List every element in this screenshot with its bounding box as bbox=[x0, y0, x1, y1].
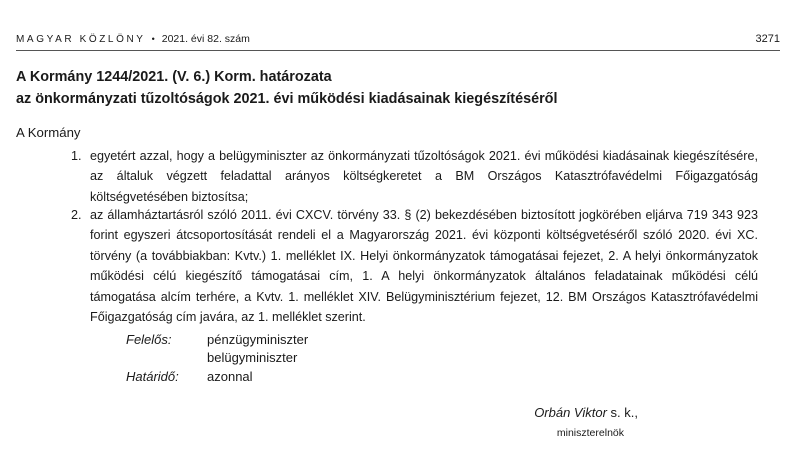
signatory-role: miniszterelnök bbox=[556, 427, 624, 439]
list-item-text: egyetért azzal, hogy a belügyminiszter az önkormányzati tűzoltóságok 2021. évi működési kiadásainak kiegészítésére, az általuk végzett feladattal arányos költségkeretet a BM Országos Katasztrófavédelmi Főigazgatóság költségvetésében biztosítsa; bbox=[90, 149, 758, 204]
responsible-value-1: pénzügyminiszter bbox=[207, 332, 309, 347]
header-bullet: • bbox=[151, 34, 155, 44]
list-item-number: 1. bbox=[71, 149, 82, 163]
journal-name: MAGYAR KÖZLÖNY bbox=[16, 34, 146, 45]
deadline-value: azonnal bbox=[207, 369, 253, 384]
responsible-value-2: belügyminiszter bbox=[207, 350, 298, 365]
page-number: 3271 bbox=[755, 33, 780, 45]
responsible-label: Felelős: bbox=[126, 332, 172, 347]
title-line-1: A Kormány 1244/2021. (V. 6.) Korm. határozata bbox=[16, 69, 332, 85]
header-left bbox=[16, 33, 250, 45]
signatory-suffix: s. k., bbox=[606, 405, 638, 420]
document-title bbox=[16, 66, 557, 110]
page-header bbox=[16, 33, 780, 45]
signature-line bbox=[0, 405, 638, 420]
signatory-name: Orbán Viktor bbox=[534, 405, 607, 420]
header-divider bbox=[16, 50, 780, 51]
title-line-2: az önkormányzati tűzoltóságok 2021. évi működési kiadásainak kiegészítéséről bbox=[16, 91, 558, 107]
intro-text: A Kormány bbox=[16, 125, 81, 140]
list-item bbox=[71, 205, 758, 327]
list-item-text: az államháztartásról szóló 2011. évi CXCV. törvény 33. § (2) bekezdésében biztosított jogkörében eljárva 719 343 923 forint egyszeri átcsoportosítását rendeli el a Magyarország 2021. évi központi költségvetéséről szóló 2020. évi XC. törvény (a továbbiakban: Kvtv.) 1. melléklet IX. Helyi önkormányzatok támogatásai fejezet, 2. A helyi önkormányzatok működési célú kiegészítő támogatásai cím, 1. A helyi önkormányzatok általános feladatainak működési célú támogatása alcím terhére, a Kvtv. 1. melléklet XIV. Belügyminisztérium fejezet, 12. BM Országos Katasztrófavédelmi Főigazgatóság cím javára, az 1. melléklet szerint. bbox=[90, 208, 758, 325]
issue-label: 2021. évi 82. szám bbox=[161, 33, 250, 45]
deadline-label: Határidő: bbox=[126, 369, 179, 384]
list-item bbox=[71, 146, 758, 207]
list-item-number: 2. bbox=[71, 208, 82, 222]
